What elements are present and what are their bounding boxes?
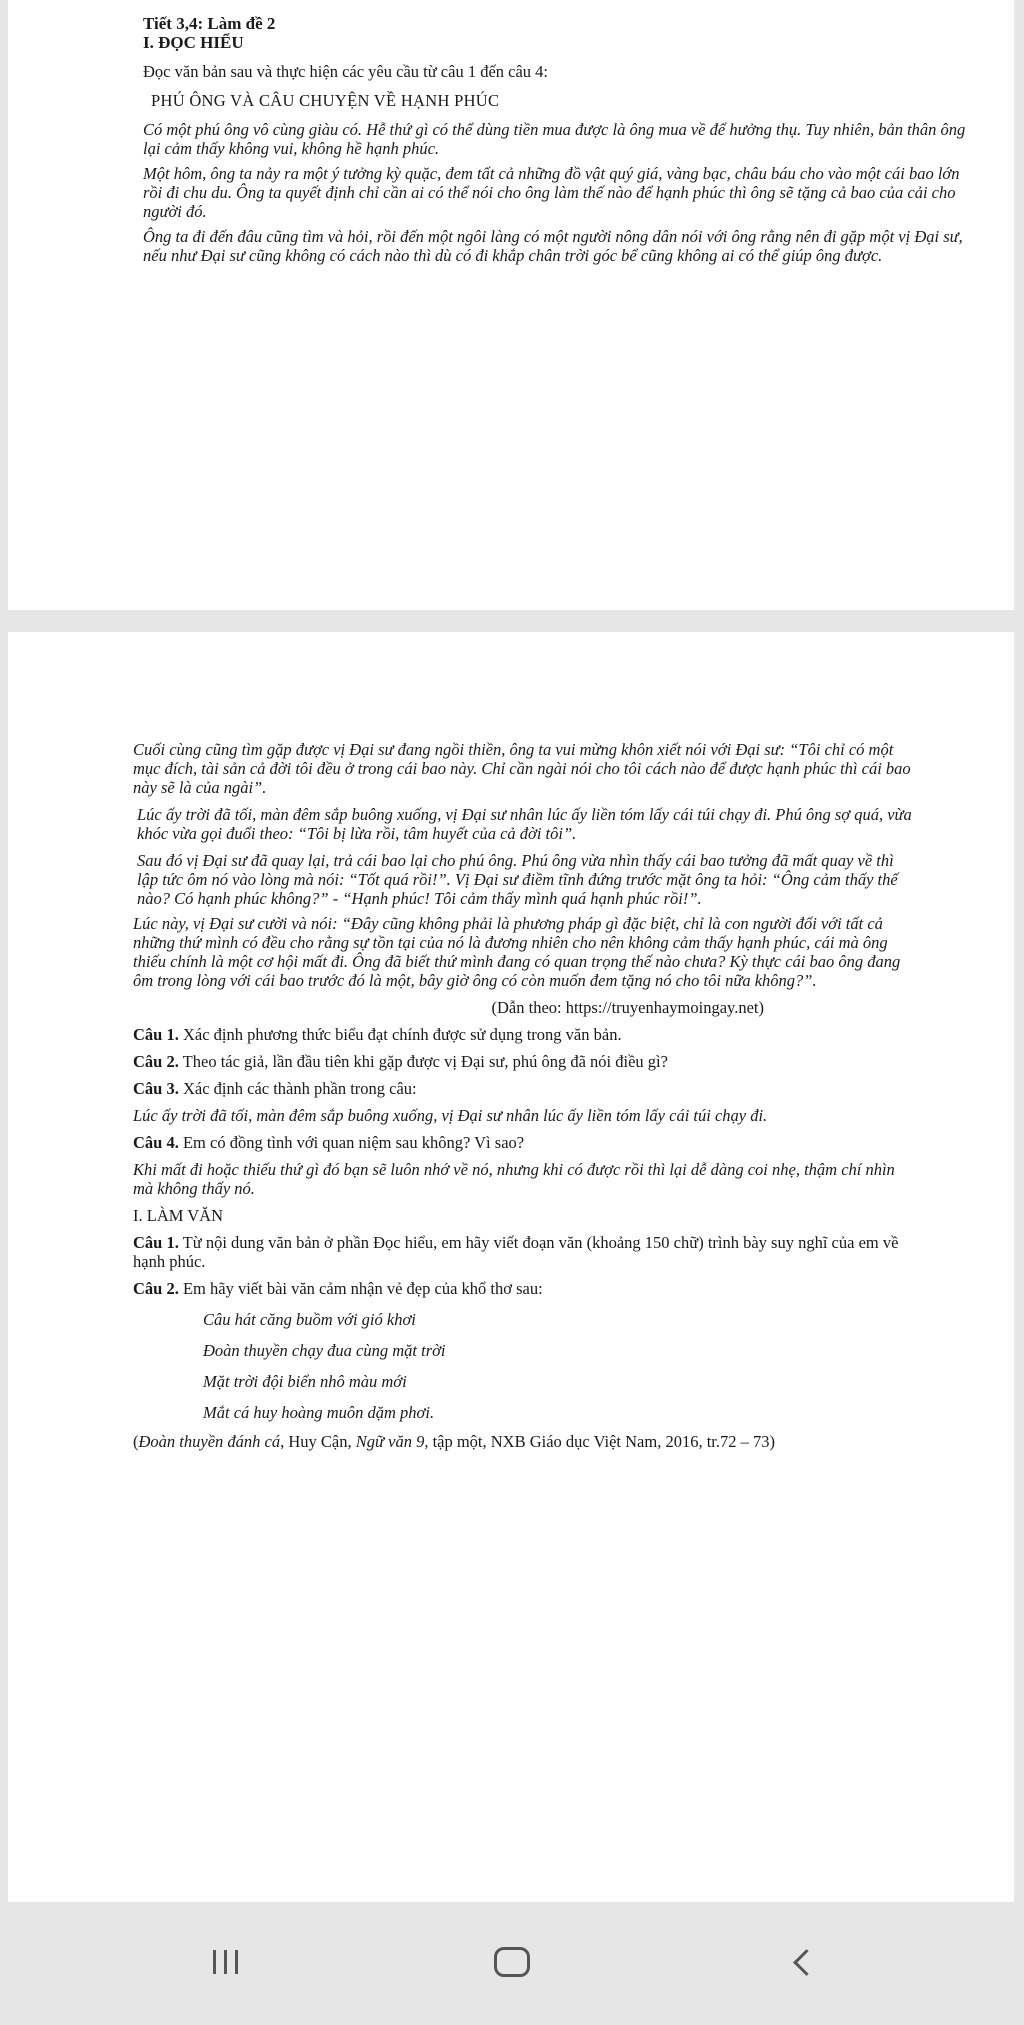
section-writing-heading: I. LÀM VĂN — [133, 1206, 223, 1225]
citation-text: ( — [133, 1432, 139, 1451]
citation-book: Ngữ văn 9 — [355, 1432, 425, 1451]
story-paragraph: Một hôm, ông ta nảy ra một ý tưởng kỳ quặc, đem tất cả những đồ vật quý giá, vàng bạc, châu báu cho vào một cái bao lớn rồi đi chu du. Ông ta quyết định chỉ cần ai có thể nói cho ông làm thế nào để hạnh phúc thì ông sẽ tặng cả bao của cải cho người đó. — [143, 164, 960, 221]
citation-title: Đoàn thuyền đánh cá — [138, 1432, 281, 1451]
question-label: Câu 2. — [133, 1052, 179, 1071]
instruction-text: Đọc văn bản sau và thực hiện các yêu cầu từ câu 1 đến câu 4: — [143, 62, 549, 81]
lesson-heading: Tiết 3,4: Làm đề 2 — [143, 14, 276, 33]
question-text: Xác định phương thức biểu đạt chính được sử dụng trong văn bản. — [178, 1025, 622, 1044]
question-1 — [133, 1025, 914, 1044]
story-title: PHÚ ÔNG VÀ CÂU CHUYỆN VỀ HẠNH PHÚC — [151, 91, 500, 110]
question-4-quote: Khi mất đi hoặc thiếu thứ gì đó bạn sẽ luôn nhớ về nó, nhưng khi có được rồi thì lại dễ dàng coi nhẹ, thậm chí nhìn mà không thấy nó. — [133, 1160, 895, 1198]
poem-line: Câu hát căng buồm với gió khơi — [203, 1310, 416, 1329]
recent-apps-icon[interactable] — [185, 1938, 265, 1986]
question-2 — [133, 1052, 914, 1071]
writing-task-2 — [133, 1279, 914, 1298]
story-paragraph: Ông ta đi đến đâu cũng tìm và hỏi, rồi đến một ngôi làng có một người nông dân nói với ông rằng nên đi gặp một vị Đại sư, nếu như Đại sư cũng không có cách nào thì dù có đi khắp chân trời góc bể cũng không ai có thể giúp ông được. — [143, 227, 963, 265]
question-text: Em có đồng tình với quan niệm sau không? Vì sao? — [178, 1133, 525, 1152]
story-paragraph: Lúc này, vị Đại sư cười và nói: “Đây cũng không phải là phương pháp gì đặc biệt, chỉ là con người đối với tất cả những thứ mình có đều cho rằng sự tồn tại của nó là đương nhiên cho nên không cảm thấy hạnh phúc, cái mà ông thiếu chính là một cơ hội mất đi. Ông đã biết thứ mình đang có quan trọng thế nào chưa? Kỳ thực cái bao ông đang ôm trong lòng với cái bao trước đó là một, bây giờ ông có còn muốn đem tặng nó cho tôi nữa không?”. — [133, 914, 901, 990]
poem-stanza — [133, 1310, 914, 1422]
citation-text: , tập một, NXB Giáo dục Việt Nam, 2016, tr.72 – 73) — [424, 1432, 775, 1451]
poem-line: Đoàn thuyền chạy đua cùng mặt trời — [203, 1341, 446, 1360]
task-text: Em hãy viết bài văn cảm nhận vẻ đẹp của khổ thơ sau: — [178, 1279, 543, 1298]
question-text: Theo tác giả, lần đầu tiên khi gặp được vị Đại sư, phú ông đã nói điều gì? — [178, 1052, 668, 1071]
citation-text: , Huy Cận, — [280, 1432, 356, 1451]
question-label: Câu 4. — [133, 1133, 179, 1152]
question-3-quote: Lúc ấy trời đã tối, màn đêm sắp buông xuống, vị Đại sư nhân lúc ấy liền tóm lấy cái túi chạy đi. — [133, 1106, 768, 1125]
back-icon[interactable] — [762, 1938, 842, 1986]
story-paragraph: Có một phú ông vô cùng giàu có. Hễ thứ gì có thể dùng tiền mua được là ông mua về để hưởng thụ. Tuy nhiên, bản thân ông lại cảm thấy không vui, không hề hạnh phúc. — [143, 120, 966, 158]
question-4 — [133, 1133, 914, 1152]
story-paragraph: Cuối cùng cũng tìm gặp được vị Đại sư đang ngồi thiền, ông ta vui mừng khôn xiết nói với Đại sư: “Tôi chỉ có một mục đích, tài sản cả đời tôi đều ở trong cái bao này. Chỉ cần ngài nói cho tôi cách nào để được hạnh phúc thì cái bao này sẽ là của ngài”. — [133, 740, 911, 797]
task-text: Từ nội dung văn bản ở phần Đọc hiểu, em hãy viết đoạn văn (khoảng 150 chữ) trình bày suy nghĩ của em về hạnh phúc. — [133, 1233, 899, 1271]
section-reading-heading: I. ĐỌC HIỂU — [143, 33, 244, 52]
system-navigation-bar — [0, 1902, 1024, 2025]
document-page-1 — [8, 0, 1014, 610]
writing-task-1 — [133, 1233, 914, 1271]
task-label: Câu 1. — [133, 1233, 179, 1252]
story-paragraph: Sau đó vị Đại sư đã quay lại, trả cái bao lại cho phú ông. Phú ông vừa nhìn thấy cái bao tưởng đã mất quay về thì lập tức ôm nó vào lòng mà nói: “Tốt quá rồi!”. Vị Đại sư điềm tĩnh đứng trước mặt ông ta hỏi: “Ông cảm thấy thế nào? Có hạnh phúc không?” - “Hạnh phúc! Tôi cảm thấy mình quá hạnh phúc rồi!”. — [137, 851, 898, 908]
story-paragraph: Lúc ấy trời đã tối, màn đêm sắp buông xuống, vị Đại sư nhân lúc ấy liền tóm lấy cái túi chạy đi. Phú ông sợ quá, vừa khóc vừa gọi đuổi theo: “Tôi bị lừa rồi, tâm huyết của cả đời tôi”. — [137, 805, 912, 843]
question-label: Câu 1. — [133, 1025, 179, 1044]
question-label: Câu 3. — [133, 1079, 179, 1098]
poem-citation — [133, 1432, 914, 1451]
home-icon[interactable] — [472, 1938, 552, 1986]
source-citation: (Dẫn theo: https://truyenhaymoingay.net) — [491, 998, 764, 1017]
question-text: Xác định các thành phần trong câu: — [178, 1079, 417, 1098]
poem-line: Mặt trời đội biển nhô màu mới — [203, 1372, 407, 1391]
poem-line: Mắt cá huy hoàng muôn dặm phơi. — [203, 1403, 435, 1422]
task-label: Câu 2. — [133, 1279, 179, 1298]
question-3 — [133, 1079, 914, 1098]
document-page-2 — [8, 632, 1014, 1902]
